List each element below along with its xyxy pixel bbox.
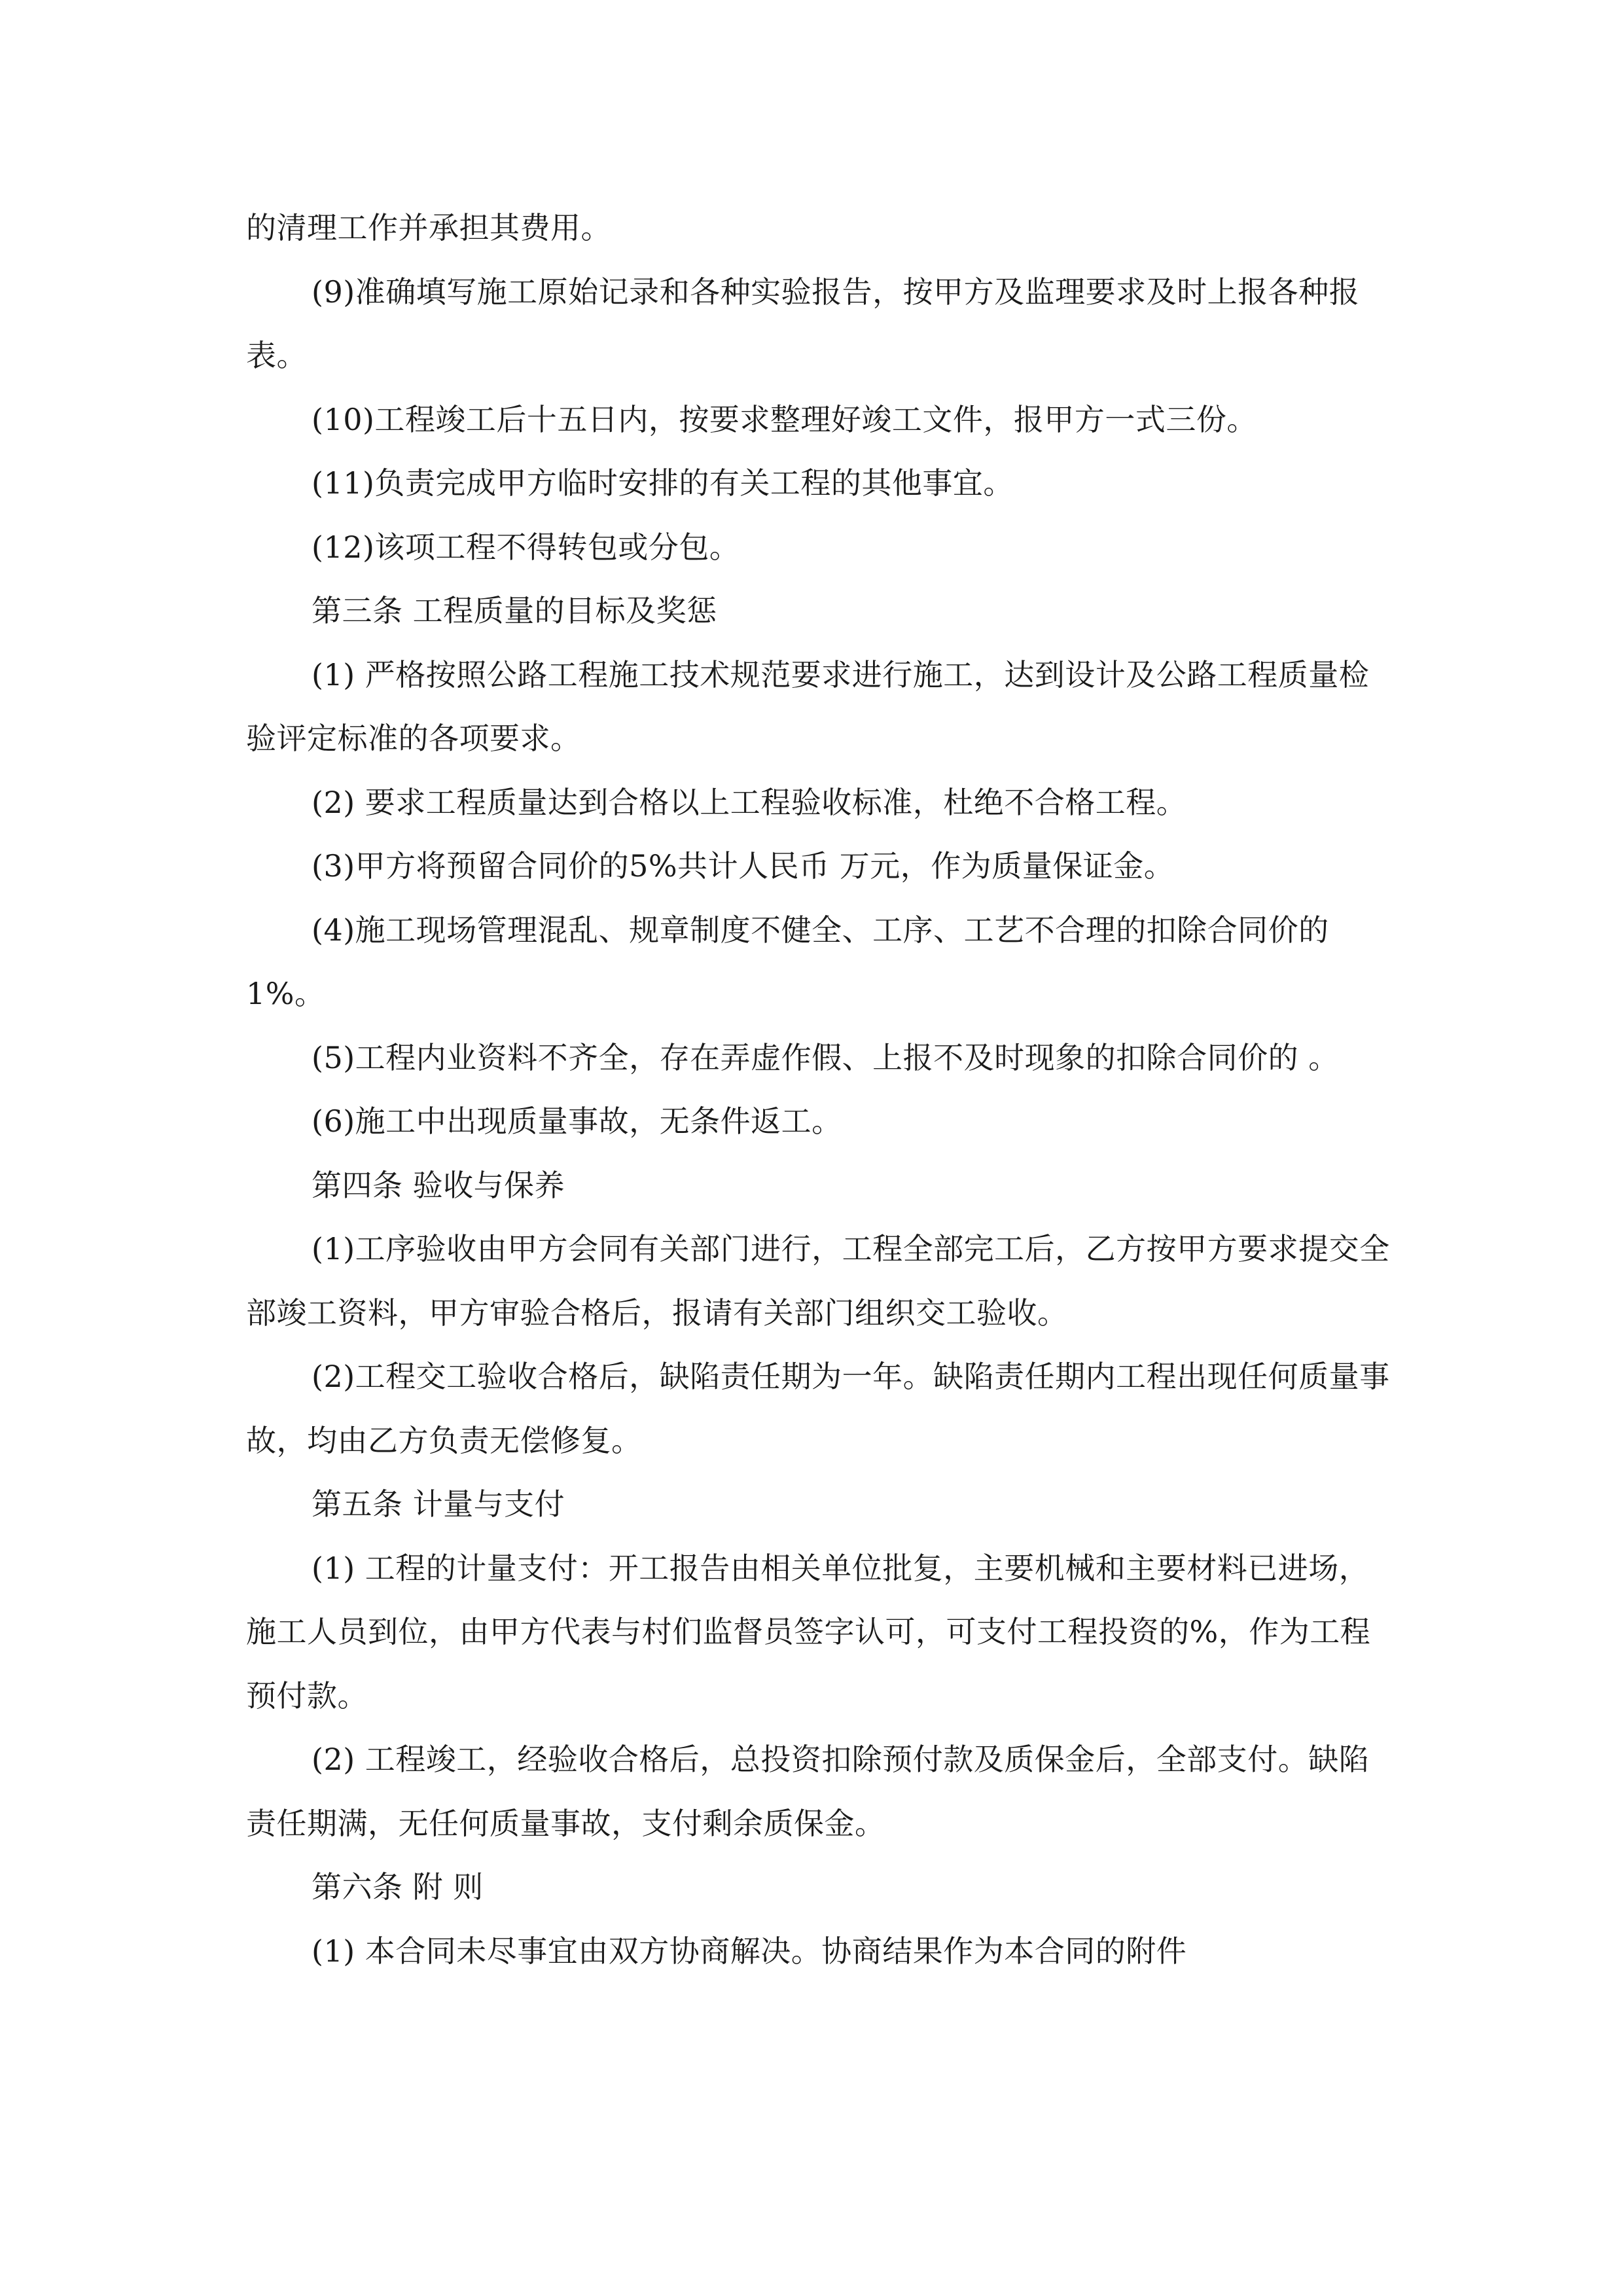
- paragraph-quality-2: (2) 要求工程质量达到合格以上工程验收标准，杜绝不合格工程。: [312, 784, 1187, 820]
- paragraph-payment-2: (2) 工程竣工，经验收合格后，总投资扣除预付款及质保金后，全部支付。缺陷责任期满，无任何质量事故，支付剩余质保金。: [246, 1742, 1370, 1841]
- paragraph-item-9: (9)准确填写施工原始记录和各种实验报告，按甲方及监理要求及时上报各种报表。: [246, 274, 1360, 373]
- paragraph-quality-6: (6)施工中出现质量事故，无条件返工。: [312, 1103, 842, 1139]
- paragraph-item-11: (11)负责完成甲方临时安排的有关工程的其他事宜。: [312, 465, 1014, 501]
- paragraph-item-12: (12)该项工程不得转包或分包。: [312, 529, 740, 565]
- paragraph-item-10: (10)工程竣工后十五日内，按要求整理好竣工文件，报甲方一式三份。: [312, 401, 1257, 437]
- section-heading-article-6: 第六条 附 则: [312, 1869, 484, 1905]
- document-body: [246, 196, 1398, 1983]
- paragraph-quality-1: (1) 严格按照公路工程施工技术规范要求进行施工，达到设计及公路工程质量检验评定标准的各项要求。: [246, 656, 1370, 756]
- paragraph-quality-5: (5)工程内业资料不齐全，存在弄虚作假、上报不及时现象的扣除合同价的 。: [312, 1039, 1339, 1075]
- paragraph-cleanup-costs: 的清理工作并承担其费用。: [246, 210, 611, 245]
- section-heading-article-4: 第四条 验收与保养: [312, 1167, 565, 1203]
- paragraph-quality-3: (3)甲方将预留合同价的5%共计人民币 万元，作为质量保证金。: [312, 848, 1175, 884]
- section-heading-article-3: 第三条 工程质量的目标及奖惩: [312, 593, 717, 628]
- paragraph-payment-1: (1) 工程的计量支付：开工报告由相关单位批复，主要机械和主要材料已进场，施工人员到位，由甲方代表与村们监督员签字认可，可支付工程投资的%，作为工程预付款。: [246, 1550, 1371, 1713]
- paragraph-quality-4: (4)施工现场管理混乱、规章制度不健全、工序、工艺不合理的扣除合同价的1%。: [246, 912, 1329, 1011]
- paragraph-acceptance-1: (1)工序验收由甲方会同有关部门进行，工程全部完工后，乙方按甲方要求提交全部竣工资料，甲方审验合格后，报请有关部门组织交工验收。: [246, 1231, 1390, 1331]
- paragraph-acceptance-2: (2)工程交工验收合格后，缺陷责任期为一年。缺陷责任期内工程出现任何质量事故，均由乙方负责无偿修复。: [246, 1359, 1390, 1458]
- paragraph-supplementary-1: (1) 本合同未尽事宜由双方协商解决。协商结果作为本合同的附件: [312, 1933, 1187, 1969]
- section-heading-article-5: 第五条 计量与支付: [312, 1486, 565, 1522]
